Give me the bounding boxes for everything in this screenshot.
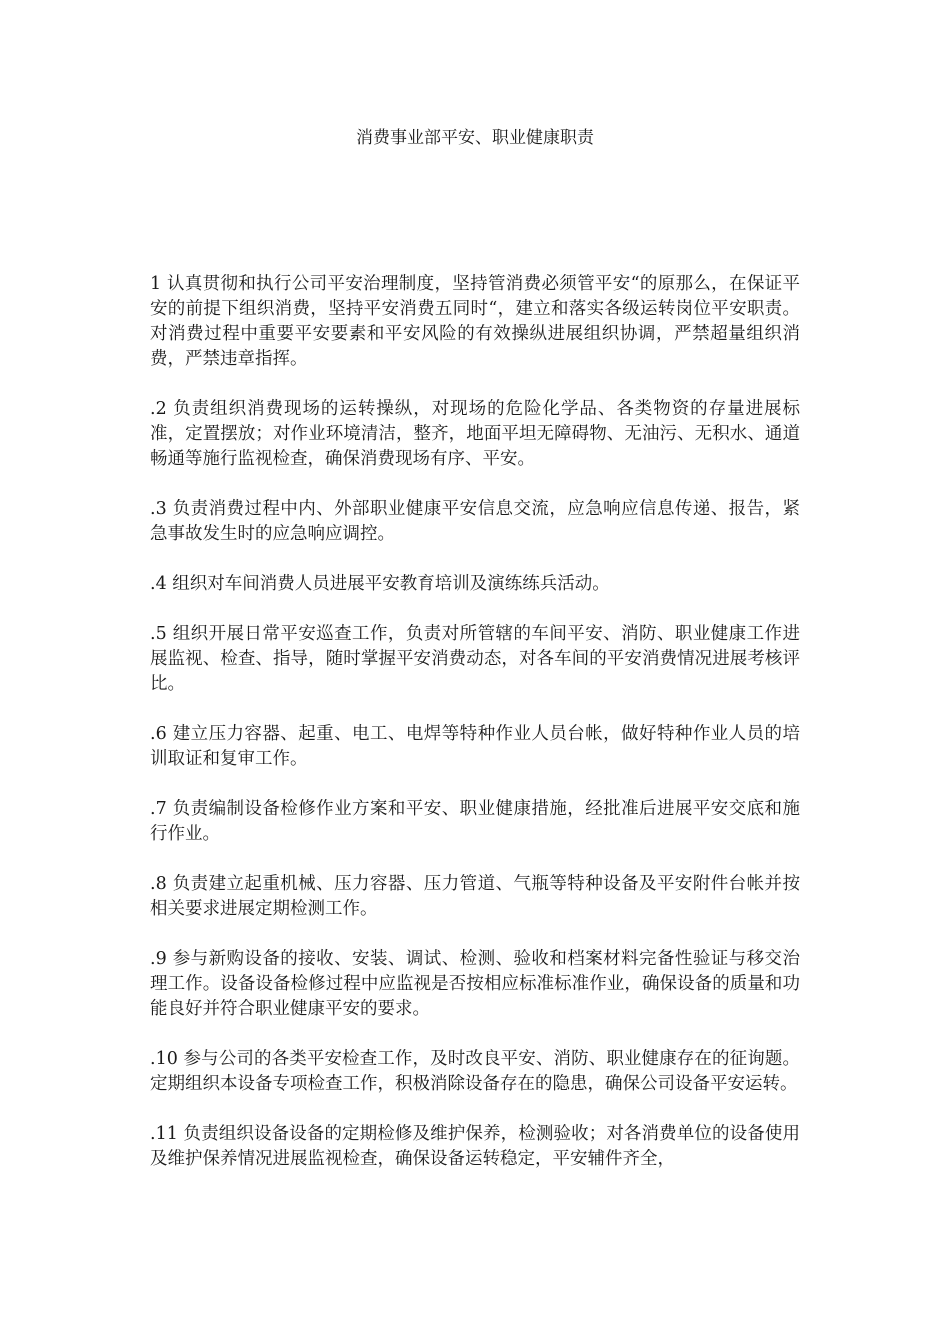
paragraph-3: .3 负责消费过程中内、外部职业健康平安信息交流，应急响应信息传递、报告，紧急事故发生时的应急响应调控。 bbox=[150, 499, 800, 544]
paragraph-2: .2 负责组织消费现场的运转操纵，对现场的危险化学品、各类物资的存量进展标准，定置摆放；对作业环境清洁，整齐，地面平坦无障碍物、无油污、无积水、通道畅通等施行监视检查，确保消费现场有序、平安。 bbox=[150, 399, 800, 469]
document-title: 消费事业部平安、职业健康职责 bbox=[356, 128, 594, 148]
paragraph-8: .8 负责建立起重机械、压力容器、压力管道、气瓶等特种设备及平安附件台帐并按相关要求进展定期检测工作。 bbox=[150, 874, 800, 919]
paragraph-4: .4 组织对车间消费人员进展平安教育培训及演练练兵活动。 bbox=[150, 574, 610, 594]
document-body bbox=[150, 272, 800, 1197]
paragraph-7: .7 负责编制设备检修作业方案和平安、职业健康措施，经批准后进展平安交底和施行作业。 bbox=[150, 799, 800, 844]
paragraph-9: .9 参与新购设备的接收、安装、调试、检测、验收和档案材料完备性验证与移交治理工作。设备设备检修过程中应监视是否按相应标准标准作业，确保设备的质量和功能良好并符合职业健康平安的要求。 bbox=[150, 949, 800, 1019]
paragraph-1: 1 认真贯彻和执行公司平安治理制度，坚持管消费必须管平安“的原那么，在保证平安的前提下组织消费，坚持平安消费五同时“，建立和落实各级运转岗位平安职责。对消费过程中重要平安要素和平安风险的有效操纵进展组织协调，严禁超量组织消费，严禁违章指挥。 bbox=[150, 274, 800, 369]
paragraph-10: .10 参与公司的各类平安检查工作，及时改良平安、消防、职业健康存在的征询题。定期组织本设备专项检查工作，积极消除设备存在的隐患，确保公司设备平安运转。 bbox=[150, 1049, 800, 1094]
paragraph-5: .5 组织开展日常平安巡查工作，负责对所管辖的车间平安、消防、职业健康工作进展监视、检查、指导，随时掌握平安消费动态，对各车间的平安消费情况进展考核评比。 bbox=[150, 624, 800, 694]
paragraph-11: .11 负责组织设备设备的定期检修及维护保养，检测验收；对各消费单位的设备使用及维护保养情况进展监视检查，确保设备运转稳定，平安辅件齐全， bbox=[150, 1124, 800, 1169]
paragraph-6: .6 建立压力容器、起重、电工、电焊等特种作业人员台帐，做好特种作业人员的培训取证和复审工作。 bbox=[150, 724, 800, 769]
